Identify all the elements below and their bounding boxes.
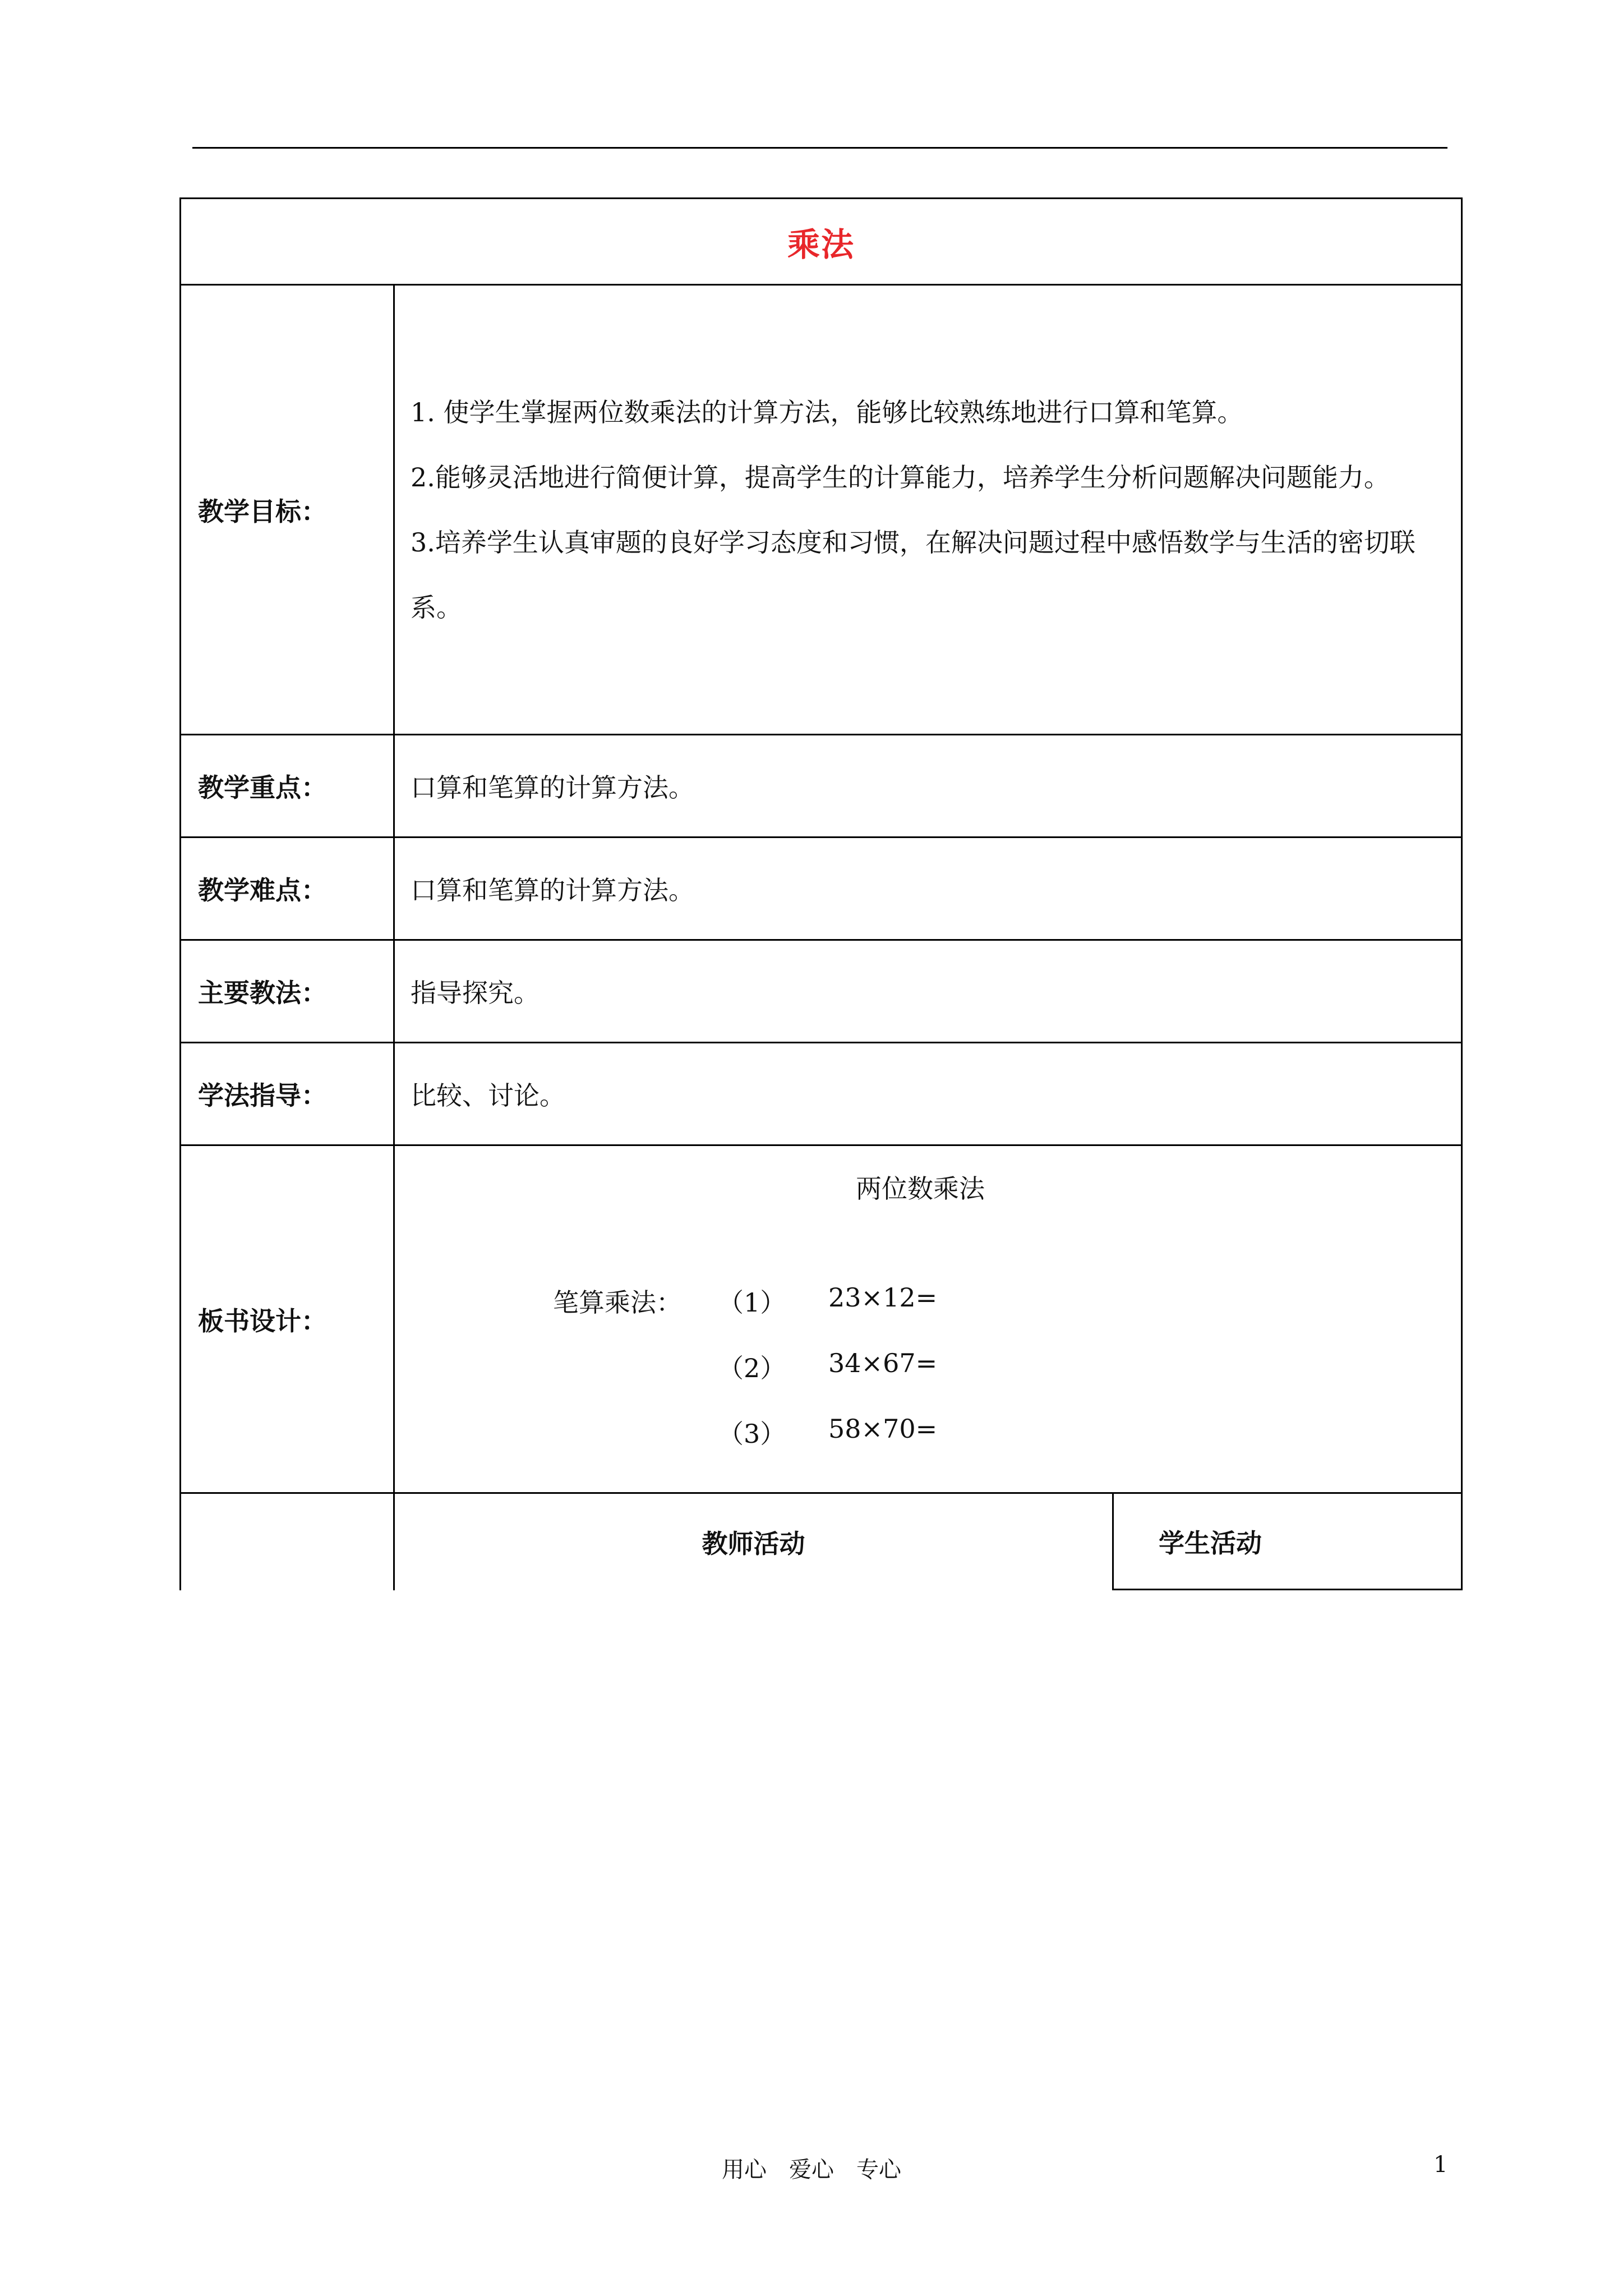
title-row [181,199,1461,286]
board-item-index: （2） [718,1353,786,1383]
difficulties-label: 教学难点： [181,838,395,939]
board-heading: 两位数乘法 [856,1174,985,1204]
header-rule [192,147,1447,149]
objective-item: 3.培养学生认真审题的良好学习态度和习惯，在解决问题过程中感悟数学与生活的密切联系。 [411,527,1415,623]
objectives-row [181,286,1461,735]
study-guide-label: 学法指导： [181,1043,395,1144]
objectives-list [395,286,1461,734]
board-design-label: 板书设计： [181,1146,395,1492]
board-item-index: （1） [718,1287,786,1318]
board-design-content [395,1146,1461,1492]
footer-motto: 用心 爱心 专心 [722,2157,901,2183]
study-guide-row [181,1043,1461,1146]
board-item-index: （3） [718,1419,786,1449]
board-item-expression: 58×70= [828,1414,938,1444]
method-label: 主要教法： [181,941,395,1042]
objectives-label: 教学目标： [181,286,395,734]
method-row [181,941,1461,1043]
lesson-plan-table [179,197,1463,1590]
board-sub-label: 笔算乘法： [553,1287,682,1318]
activities-header-row [181,1494,1461,1590]
teacher-activity-header: 教师活动 [395,1494,1114,1590]
activities-blank-cell [181,1494,395,1590]
key-points-row [181,735,1461,838]
objective-item: 1. 使学生掌握两位数乘法的计算方法，能够比较熟练地进行口算和笔算。 [411,397,1243,427]
difficulties-value: 口算和笔算的计算方法。 [411,875,694,905]
board-item-expression: 34×67= [828,1348,938,1378]
difficulties-row [181,838,1461,941]
board-design-row [181,1146,1461,1494]
document-title: 乘法 [787,225,855,264]
objective-item: 2.能够灵活地进行简便计算，提高学生的计算能力，培养学生分析问题解决问题能力。 [411,462,1390,493]
student-activity-header: 学生活动 [1114,1494,1461,1590]
board-item-expression: 23×12= [828,1282,938,1313]
method-value: 指导探究。 [411,978,540,1008]
page-number: 1 [1433,2152,1448,2178]
study-guide-value: 比较、讨论。 [411,1080,565,1111]
key-points-value: 口算和笔算的计算方法。 [411,772,694,803]
key-points-label: 教学重点： [181,735,395,836]
